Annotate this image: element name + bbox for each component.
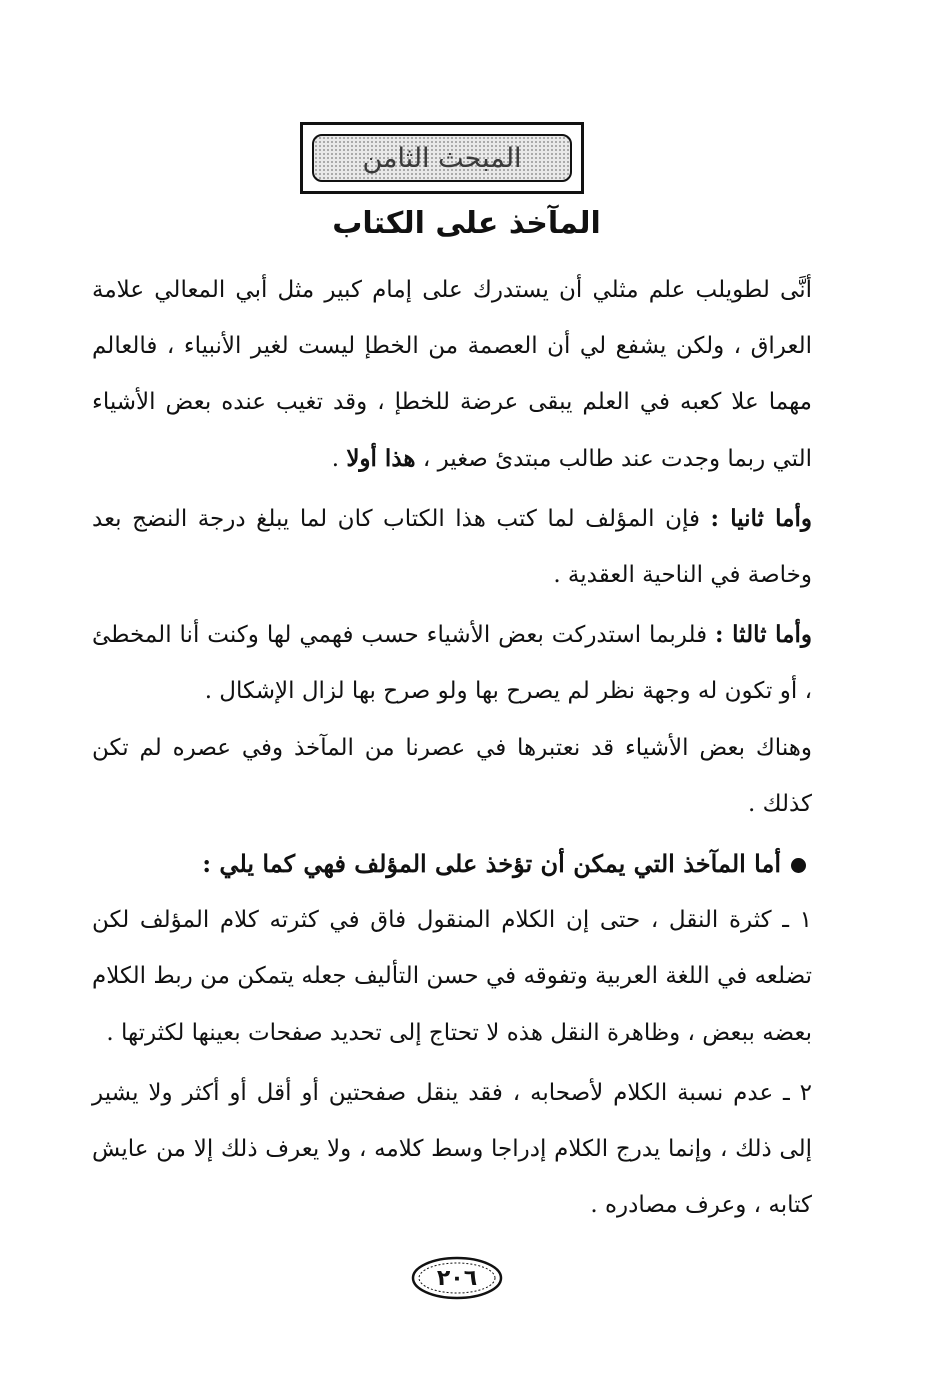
list-item-2: ٢ ـ عدم نسبة الكلام لأصحابه ، فقد ينقل صفحتين أو أقل أو أكثر ولا يشير إلى ذلك ، وإنما يدرج الكلام إدراجا وسط كلامه ، ولا يعرف ذلك إلا من عايش كتابه ، وعرف مصادره . bbox=[92, 1079, 812, 1219]
page-number: ٢٠٦ bbox=[436, 1265, 478, 1291]
paragraph-1-text: أنَّى لطويلب علم مثلي أن يستدرك على إمام كبير مثل أبي المعالي علامة العراق ، ولكن يشفع لي أن العصمة من الخطإ ليست لغير الأنبياء ، فالعالم مهما علا كعبه في العلم يبقى عرضة للخطإ ، وقد تغيب عنده بعض الأشياء التي ربما وجدت عند طالب مبتدئ صغير ، bbox=[92, 277, 812, 472]
paragraph-1 bbox=[92, 262, 812, 487]
paragraph-4: وهناك بعض الأشياء قد نعتبرها في عصرنا من المآخذ وفي عصره لم تكن كذلك . bbox=[92, 734, 812, 817]
section-heading-frame bbox=[300, 122, 584, 194]
paragraph-1-end: . bbox=[331, 445, 347, 472]
body-text bbox=[92, 262, 812, 1233]
bullet-icon bbox=[791, 858, 806, 873]
paragraph-3-text: فلربما استدركت بعض الأشياء حسب فهمي لها وكنت أنا المخطئ ، أو تكون له وجهة نظر لم يصرح بها ولو صرح بها لزال الإشكال . bbox=[92, 622, 812, 705]
section-heading: المبحث الثامن bbox=[362, 142, 522, 174]
paragraph-2-lead: وأما ثانيا : bbox=[710, 504, 812, 532]
paragraph-3 bbox=[92, 607, 812, 719]
paragraph-2-text: فإن المؤلف لما كتب هذا الكتاب كان لما يبلغ درجة النضج بعد وخاصة في الناحية العقدية . bbox=[92, 505, 812, 589]
paragraph-2 bbox=[92, 491, 812, 603]
paragraph-3-lead: وأما ثالثا : bbox=[715, 621, 812, 649]
page-title: المآخذ على الكتاب bbox=[332, 206, 601, 241]
bullet-heading-text: أما المآخذ التي يمكن أن تؤخذ على المؤلف فهي كما يلي : bbox=[202, 849, 781, 879]
list-item-1: ١ ـ كثرة النقل ، حتى إن الكلام المنقول فاق في كثرته كلام المؤلف لكن تضلعه في اللغة العربية وتفوقه في حسن التأليف جعله يتمكن من ربط الكلام بعضه ببعض ، وظاهرة النقل هذه لا تحتاج إلى تحديد صفحات بعينها لكثرتها . bbox=[92, 907, 812, 1046]
section-heading-plate bbox=[312, 134, 572, 182]
page-number-badge bbox=[410, 1255, 504, 1301]
bullet-heading bbox=[92, 836, 812, 892]
paragraph-1-emphasis: هذا أولا bbox=[346, 444, 416, 472]
